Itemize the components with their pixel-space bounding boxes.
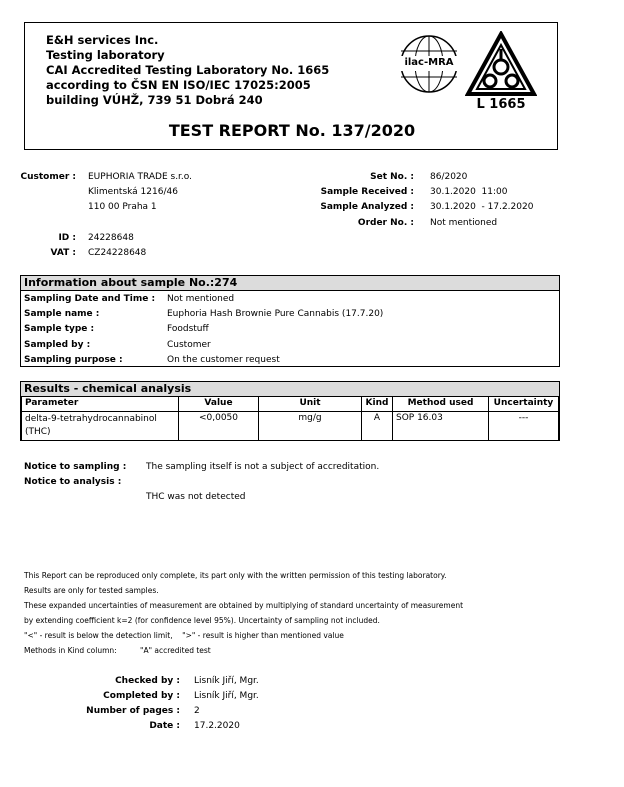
methods-kind-value: "A" accredited test xyxy=(140,646,211,655)
footnote-uncertainty-2: by extending coefficient k=2 (for confidence level 95%). Uncertainty of sampling not included. xyxy=(24,616,380,625)
uncertainty-cell: --- xyxy=(489,412,559,441)
date-label: Date : xyxy=(149,721,180,731)
sampled-by-value: Customer xyxy=(167,340,211,350)
report-header xyxy=(24,22,558,150)
sample-received-value: 30.1.2020 11:00 xyxy=(430,187,508,197)
id-value: 24228648 xyxy=(88,233,134,243)
vat-label: VAT : xyxy=(50,248,76,258)
kind-cell: A xyxy=(362,412,393,441)
customer-city: 110 00 Praha 1 xyxy=(88,202,157,212)
col-value: Value xyxy=(179,397,259,412)
sampling-date-label: Sampling Date and Time : xyxy=(24,294,156,304)
col-unit: Unit xyxy=(259,397,362,412)
sampling-date-value: Not mentioned xyxy=(167,294,235,304)
lab-type: Testing laboratory xyxy=(46,48,165,62)
accreditation-line: CAI Accredited Testing Laboratory No. 1665 xyxy=(46,63,330,77)
vat-value: CZ24228648 xyxy=(88,248,147,258)
checked-by-label: Checked by : xyxy=(115,676,180,686)
results-table xyxy=(21,396,559,441)
sample-name-value: Euphoria Hash Brownie Pure Cannabis (17.7.20) xyxy=(167,309,384,319)
sample-name-label: Sample name : xyxy=(24,309,100,319)
col-kind: Kind xyxy=(362,397,393,412)
sample-received-label: Sample Received : xyxy=(320,187,414,197)
footnote-results: Results are only for tested samples. xyxy=(24,586,159,595)
notice-analysis-text: THC was not detected xyxy=(146,492,246,502)
customer-name: EUPHORIA TRADE s.r.o. xyxy=(88,172,192,182)
date-value: 17.2.2020 xyxy=(194,721,240,731)
cai-lab-number: L 1665 xyxy=(476,97,526,112)
footnote-uncertainty-1: These expanded uncertainties of measurement are obtained by multiplying of standard uncertainty of measurement xyxy=(24,601,464,610)
value-cell: <0,0050 xyxy=(179,412,259,441)
sample-analyzed-label: Sample Analyzed : xyxy=(320,202,414,212)
id-label: ID : xyxy=(58,233,76,243)
sample-type-value: Foodstuff xyxy=(167,324,209,334)
parameter-cell: delta-9-tetrahydrocannabinol (THC) xyxy=(22,412,179,441)
ilac-mra-logo xyxy=(398,33,460,95)
company-name: E&H services Inc. xyxy=(46,33,159,47)
notice-sampling-label: Notice to sampling : xyxy=(24,462,127,472)
completed-by-value: Lisník Jiří, Mgr. xyxy=(194,691,259,701)
col-uncertainty: Uncertainty xyxy=(489,397,559,412)
set-no-label: Set No. : xyxy=(370,172,414,182)
results-section xyxy=(20,381,560,441)
notice-analysis-label: Notice to analysis : xyxy=(24,477,122,487)
table-row xyxy=(22,412,559,441)
address-line: building VÚHŽ, 739 51 Dobrá 240 xyxy=(46,93,263,107)
results-title: Results - chemical analysis xyxy=(21,382,559,397)
sample-info-section xyxy=(20,275,560,367)
accreditation-triangle-icon xyxy=(465,31,537,97)
sampling-purpose-value: On the customer request xyxy=(167,355,280,365)
col-parameter: Parameter xyxy=(22,397,179,412)
sampling-purpose-label: Sampling purpose : xyxy=(24,355,123,365)
footnote-reproduction: This Report can be reproduced only complete, its part only with the written permission of this testing laboratory. xyxy=(24,571,447,580)
report-title: TEST REPORT No. 137/2020 xyxy=(168,121,416,140)
sample-info-title: Information about sample No.:274 xyxy=(21,276,559,291)
col-method: Method used xyxy=(393,397,489,412)
set-no-value: 86/2020 xyxy=(430,172,468,182)
sample-analyzed-value: 30.1.2020 - 17.2.2020 xyxy=(430,202,534,212)
sample-type-label: Sample type : xyxy=(24,324,95,334)
order-no-label: Order No. : xyxy=(357,218,414,228)
checked-by-value: Lisník Jiří, Mgr. xyxy=(194,676,259,686)
customer-label: Customer : xyxy=(20,172,76,182)
customer-street: Klimentská 1216/46 xyxy=(88,187,178,197)
number-of-pages-label: Number of pages : xyxy=(86,706,180,716)
number-of-pages-value: 2 xyxy=(194,706,200,716)
standard-line: according to ČSN EN ISO/IEC 17025:2005 xyxy=(46,78,311,92)
footnote-limits: "<" - result is below the detection limit, ">" - result is higher than mentioned value xyxy=(24,631,344,640)
completed-by-label: Completed by : xyxy=(103,691,180,701)
results-header-row xyxy=(22,397,559,412)
methods-kind-label: Methods in Kind column: xyxy=(24,646,117,655)
cai-logo xyxy=(465,31,537,115)
order-no-value: Not mentioned xyxy=(430,218,498,228)
sampled-by-label: Sampled by : xyxy=(24,340,91,350)
method-cell: SOP 16.03 xyxy=(393,412,489,441)
ilac-text: ilac-MRA xyxy=(404,57,454,68)
notice-sampling-text: The sampling itself is not a subject of accreditation. xyxy=(146,462,380,472)
unit-cell: mg/g xyxy=(259,412,362,441)
